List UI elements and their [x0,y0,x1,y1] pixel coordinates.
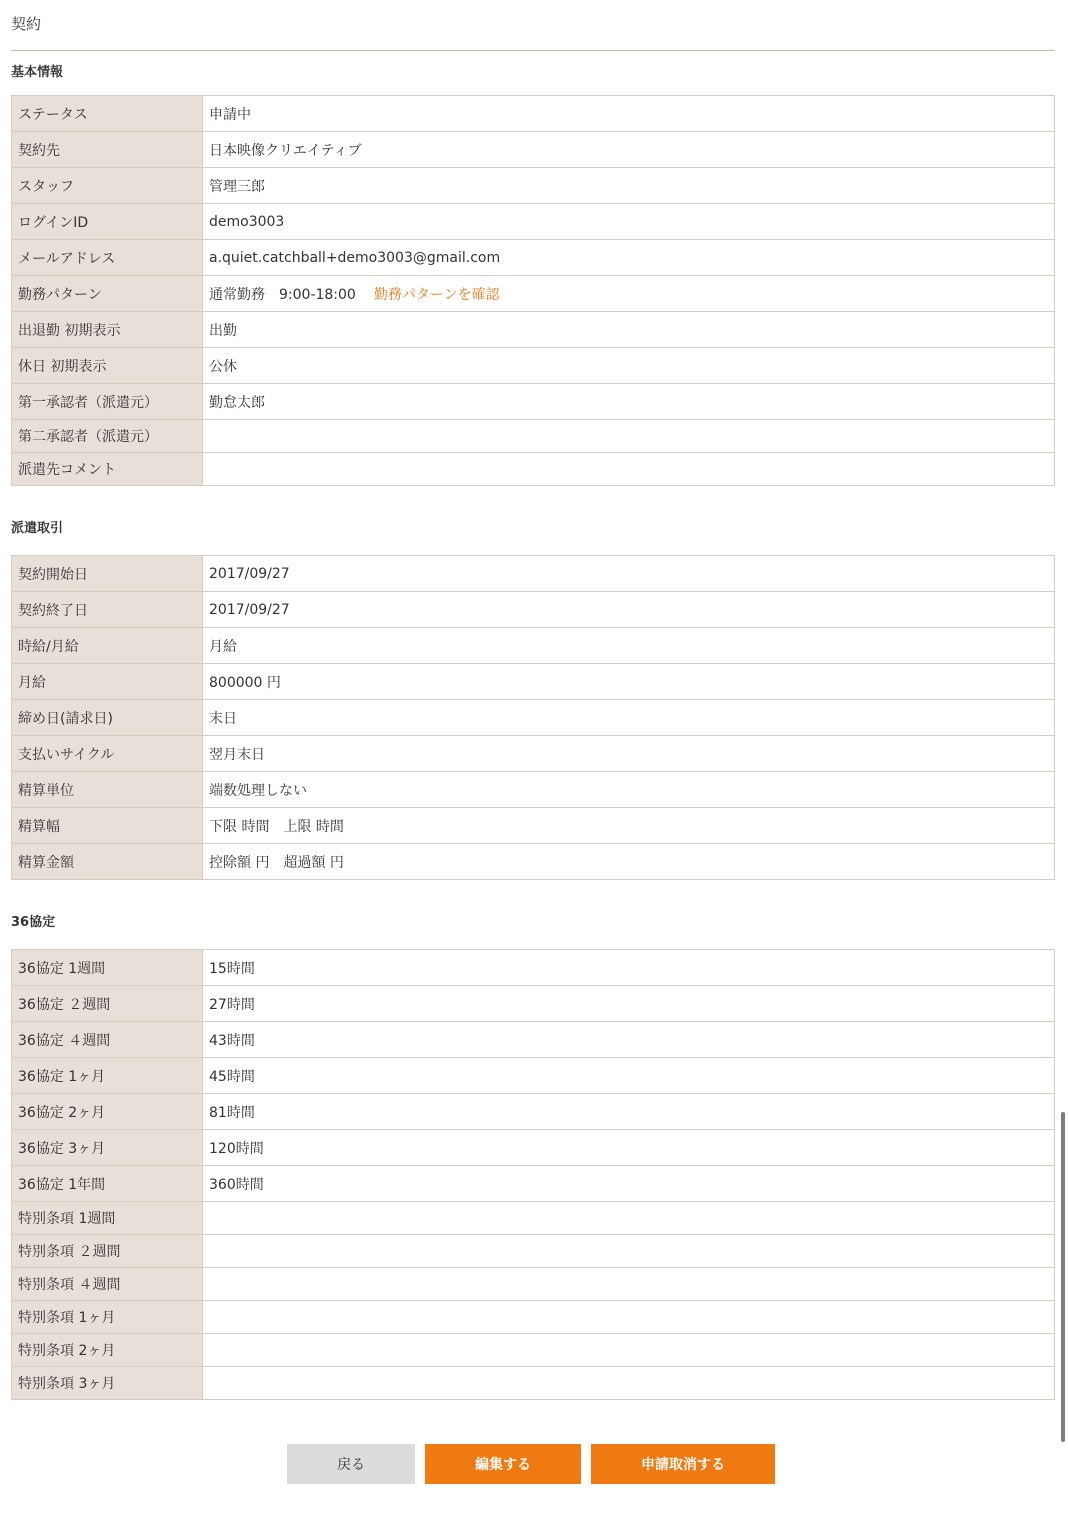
cancel-application-button[interactable]: 申請取消する [591,1444,775,1484]
section-title-36-agreement: 36協定 [11,915,56,930]
table-row [12,420,1055,453]
table-row [12,700,1055,736]
excess-amount: 超過額 円 [283,854,344,871]
row-value: 120時間 [203,1130,1055,1166]
table-row [12,453,1055,486]
row-label-work-pattern: 勤務パターン [12,276,203,312]
table-row [12,1334,1055,1367]
contract-start-value: 2017/09/27 [203,556,1055,592]
settlement-unit-value: 端数処理しない [203,772,1055,808]
contract-end-value: 2017/09/27 [203,592,1055,628]
table-row [12,950,1055,986]
section-title-basic-info: 基本情報 [11,65,64,80]
table-row [12,276,1055,312]
closing-date-value: 末日 [203,700,1055,736]
table-row [12,1058,1055,1094]
table-row [12,132,1055,168]
row-value: 360時間 [203,1166,1055,1202]
table-row [12,1235,1055,1268]
row-value: 27時間 [203,986,1055,1022]
client-comment-value [203,453,1055,486]
row-label: 特別条項 1ヶ月 [12,1301,203,1334]
table-row [12,664,1055,700]
table-row [12,1301,1055,1334]
settlement-range-cell [203,808,1055,844]
row-value [203,1268,1055,1301]
table-row [12,592,1055,628]
back-button[interactable]: 戻る [287,1444,415,1484]
table-row [12,1166,1055,1202]
table-row [12,1130,1055,1166]
table-row [12,844,1055,880]
table-row [12,628,1055,664]
row-value [203,1202,1055,1235]
email-value: a.quiet.catchball+demo3003@gmail.com [203,240,1055,276]
table-row [12,96,1055,132]
second-approver-value [203,420,1055,453]
row-label: 36協定 1ヶ月 [12,1058,203,1094]
row-label: 特別条項 1週間 [12,1202,203,1235]
deduction-amount: 控除額 円 [209,854,270,871]
row-label: 特別条項 2ヶ月 [12,1334,203,1367]
edit-button[interactable]: 編集する [425,1444,581,1484]
table-row [12,204,1055,240]
monthly-salary-value: 800000 円 [203,664,1055,700]
row-label-monthly-salary: 月給 [12,664,203,700]
action-buttons [0,1444,1068,1484]
row-label: 特別条項 ４週間 [12,1268,203,1301]
table-row [12,808,1055,844]
table-row [12,168,1055,204]
row-label-settlement-range: 精算幅 [12,808,203,844]
row-value [203,1334,1055,1367]
row-value [203,1367,1055,1400]
table-row [12,384,1055,420]
work-pattern-name: 通常勤務 [209,286,265,303]
table-row [12,1094,1055,1130]
row-value: 81時間 [203,1094,1055,1130]
scrollbar[interactable] [1061,1112,1065,1442]
table-row [12,348,1055,384]
row-label-attendance-default: 出退勤 初期表示 [12,312,203,348]
table-row [12,556,1055,592]
row-label: 特別条項 ２週間 [12,1235,203,1268]
status-value: 申請中 [203,96,1055,132]
row-label: 36協定 1週間 [12,950,203,986]
row-label-contractor: 契約先 [12,132,203,168]
row-label-closing-date: 締め日(請求日) [12,700,203,736]
table-row [12,736,1055,772]
row-label-status: ステータス [12,96,203,132]
table-row [12,986,1055,1022]
settlement-upper-limit: 上限 時間 [283,818,344,835]
table-row [12,772,1055,808]
section-title-dispatch: 派遣取引 [11,521,64,536]
row-label-staff: スタッフ [12,168,203,204]
staff-value: 管理三郎 [203,168,1055,204]
row-label: 36協定 ４週間 [12,1022,203,1058]
row-value: 43時間 [203,1022,1055,1058]
row-value: 15時間 [203,950,1055,986]
first-approver-value: 勤怠太郎 [203,384,1055,420]
settlement-amount-cell [203,844,1055,880]
table-row [12,240,1055,276]
work-pattern-time: 9:00-18:00 [279,286,356,303]
row-label: 特別条項 3ヶ月 [12,1367,203,1400]
row-label-client-comment: 派遣先コメント [12,453,203,486]
payment-cycle-value: 翌月末日 [203,736,1055,772]
pay-type-value: 月給 [203,628,1055,664]
contractor-value: 日本映像クリエイティブ [203,132,1055,168]
settlement-lower-limit: 下限 時間 [209,818,270,835]
row-label-settlement-unit: 精算単位 [12,772,203,808]
attendance-default-value: 出勤 [203,312,1055,348]
table-row [12,1022,1055,1058]
table-row [12,312,1055,348]
row-label: 36協定 1年間 [12,1166,203,1202]
row-label-first-approver: 第一承認者（派遣元） [12,384,203,420]
row-label: 36協定 ２週間 [12,986,203,1022]
row-label-settlement-amount: 精算金額 [12,844,203,880]
check-work-pattern-link[interactable]: 勤務パターンを確認 [373,286,500,303]
row-label-login-id: ログインID [12,204,203,240]
agreement-36-table [11,949,1055,1400]
table-row [12,1367,1055,1400]
row-label-payment-cycle: 支払いサイクル [12,736,203,772]
row-label: 36協定 3ヶ月 [12,1130,203,1166]
row-label: 36協定 2ヶ月 [12,1094,203,1130]
work-pattern-cell [203,276,1055,312]
row-label-pay-type: 時給/月給 [12,628,203,664]
login-id-value: demo3003 [203,204,1055,240]
table-row [12,1202,1055,1235]
row-label-holiday-default: 休日 初期表示 [12,348,203,384]
row-value [203,1301,1055,1334]
page-title: 契約 [11,0,1055,51]
dispatch-table [11,555,1055,880]
row-label-email: メールアドレス [12,240,203,276]
row-value [203,1235,1055,1268]
row-label-second-approver: 第二承認者（派遣元） [12,420,203,453]
holiday-default-value: 公休 [203,348,1055,384]
basic-info-table [11,95,1055,486]
contract-page [11,0,1055,1400]
row-label-contract-start: 契約開始日 [12,556,203,592]
row-value: 45時間 [203,1058,1055,1094]
table-row [12,1268,1055,1301]
row-label-contract-end: 契約終了日 [12,592,203,628]
